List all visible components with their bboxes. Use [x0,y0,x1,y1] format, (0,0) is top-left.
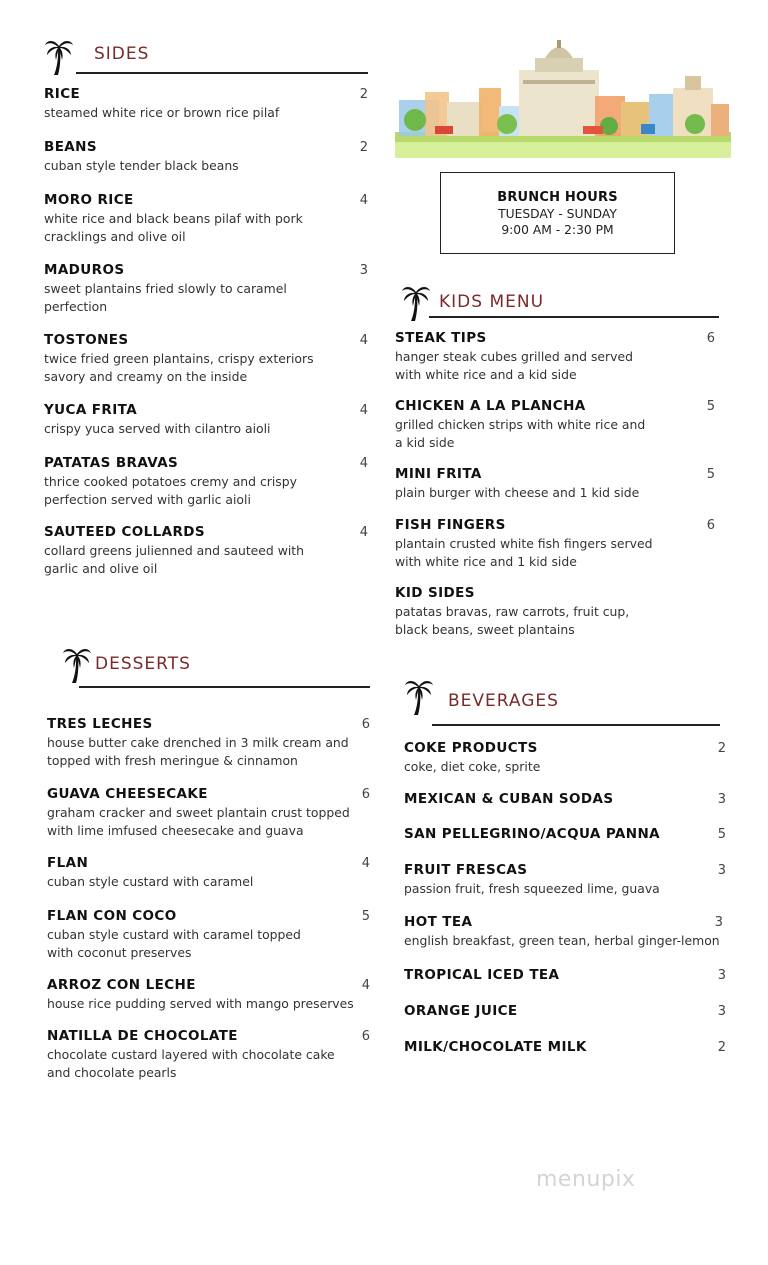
menu-item [44,86,368,122]
item-price: 4 [359,525,368,540]
item-name: NATILLA DE CHOCOLATE [47,1028,238,1044]
item-price: 2 [359,140,368,155]
item-description: plantain crusted white fish fingers served with white rice and 1 kid side [395,536,653,569]
watermark: menupix [536,1167,636,1192]
item-name: FLAN [47,855,89,871]
item-description: white rice and black beans pilaf with pork cracklings and olive oil [44,211,303,244]
item-name: COKE PRODUCTS [404,740,538,756]
item-name: TROPICAL ICED TEA [404,967,560,983]
menu-item [44,332,368,385]
item-price: 5 [706,399,715,414]
desserts-rule [79,686,370,688]
item-name: YUCA FRITA [44,402,138,418]
item-description: plain burger with cheese and 1 kid side [395,485,640,500]
kids-menu-section [395,282,719,637]
beverages-header [404,676,726,716]
item-description: graham cracker and sweet plantain crust topped with lime imfused cheesecake and guava [47,805,350,838]
item-name: SAN PELLEGRINO/ACQUA PANNA [404,826,660,842]
menu-item [44,192,368,245]
item-name: MADUROS [44,262,125,278]
palm-tree-icon [404,676,434,716]
item-description: chocolate custard layered with chocolate cake and chocolate pearls [47,1047,335,1080]
menu-item [404,1003,726,1020]
item-price: 2 [359,87,368,102]
item-price: 6 [706,331,715,346]
brunch-hours-title: BRUNCH HOURS [497,190,618,205]
item-name: BEANS [44,139,97,155]
beverages-section [404,676,726,1055]
item-name: SAUTEED COLLARDS [44,524,206,540]
palm-tree-icon [62,644,92,684]
kids-menu-title: KIDS MENU [439,292,545,312]
item-price: 5 [361,909,370,924]
beverages-rule [432,724,720,726]
item-name: MORO RICE [44,192,134,208]
menu-item [44,139,368,175]
desserts-title: DESSERTS [95,654,191,674]
item-price: 5 [717,827,726,842]
menu-item [47,908,370,961]
menu-item [47,977,370,1013]
sides-rule [76,72,368,74]
item-price: 4 [361,856,370,871]
item-price: 5 [706,467,715,482]
desserts-section [47,644,370,1080]
item-description: sweet plantains fried slowly to caramel perfection [44,281,287,314]
item-name: RICE [44,86,81,102]
brunch-days: TUESDAY - SUNDAY [498,207,617,221]
menu-item [404,826,726,843]
kids-menu-header [395,282,719,322]
item-price: 2 [717,741,726,756]
item-description: twice fried green plantains, crispy exteriors savory and creamy on the inside [44,351,314,384]
palm-tree-icon [401,282,431,322]
item-price: 4 [359,193,368,208]
desserts-header [47,644,370,684]
item-description: steamed white rice or brown rice pilaf [44,105,280,120]
item-price: 3 [717,792,726,807]
item-price: 4 [359,333,368,348]
item-description: passion fruit, fresh squeezed lime, guava [404,881,660,896]
item-description: collard greens julienned and sauteed with garlic and olive oil [44,543,305,576]
sides-header [44,36,368,76]
menu-item [47,716,370,769]
item-name: ORANGE JUICE [404,1003,518,1019]
menu-item [404,791,726,808]
menu-item [395,466,715,502]
menu-item [47,855,370,891]
item-name: FISH FINGERS [395,517,506,533]
item-price: 6 [361,787,370,802]
brunch-time: 9:00 AM - 2:30 PM [501,223,614,237]
sides-section [44,36,368,576]
menu-item [404,914,723,950]
item-name: PATATAS BRAVAS [44,455,179,471]
item-price: 4 [361,978,370,993]
item-description: grilled chicken strips with white rice and a kid side [395,417,646,450]
item-description: cuban style tender black beans [44,158,239,173]
item-price: 6 [361,1029,370,1044]
item-name: CHICKEN A LA PLANCHA [395,398,586,414]
item-description: hanger steak cubes grilled and served with white rice and a kid side [395,349,633,382]
item-price: 3 [717,863,726,878]
menu-item [47,1028,370,1081]
kids-menu-rule [429,316,719,318]
menu-item [404,862,726,898]
menu-item [395,398,715,451]
item-price: 4 [359,403,368,418]
item-description: cuban style custard with caramel [47,874,254,889]
item-name: MILK/CHOCOLATE MILK [404,1039,587,1055]
item-price: 3 [717,1004,726,1019]
menu-item [44,455,368,508]
menu-item [395,330,715,383]
item-description: house butter cake drenched in 3 milk cream and topped with fresh meringue & cinnamon [47,735,349,768]
menu-item [395,517,715,570]
menu-item [404,740,726,776]
palm-tree-icon [44,36,74,76]
item-name: GUAVA CHEESECAKE [47,786,208,802]
havana-skyline-illustration [395,40,731,158]
item-price: 3 [359,263,368,278]
item-price: 4 [359,456,368,471]
item-name: FRUIT FRESCAS [404,862,528,878]
item-price: 3 [717,968,726,983]
item-name: ARROZ CON LECHE [47,977,196,993]
item-name: MEXICAN & CUBAN SODAS [404,791,614,807]
item-name: MINI FRITA [395,466,482,482]
item-name: TRES LECHES [47,716,153,732]
menu-item [44,524,368,577]
item-name: TOSTONES [44,332,129,348]
menu-item [404,967,726,984]
beverages-title: BEVERAGES [448,691,559,711]
item-description: crispy yuca served with cilantro aioli [44,421,271,436]
item-description: cuban style custard with caramel topped with coconut preserves [47,927,301,960]
item-description: coke, diet coke, sprite [404,759,541,774]
item-description: thrice cooked potatoes cremy and crispy perfection served with garlic aioli [44,474,297,507]
item-name: FLAN CON COCO [47,908,177,924]
item-description: house rice pudding served with mango preserves [47,996,354,1011]
item-description: patatas bravas, raw carrots, fruit cup, black beans, sweet plantains [395,604,630,637]
menu-item [44,262,368,315]
item-name: STEAK TIPS [395,330,487,346]
menu-item [44,402,368,438]
item-price: 2 [717,1040,726,1055]
sides-title: SIDES [94,44,150,64]
item-price: 6 [706,518,715,533]
item-description: english breakfast, green tean, herbal ginger-lemon [404,933,720,948]
brunch-hours-box [440,172,675,254]
menu-item [395,585,715,638]
menu-item [404,1039,726,1056]
menu-item [47,786,370,839]
item-name: KID SIDES [395,585,475,601]
item-name: HOT TEA [404,914,473,930]
item-price: 3 [714,915,723,930]
item-price: 6 [361,717,370,732]
